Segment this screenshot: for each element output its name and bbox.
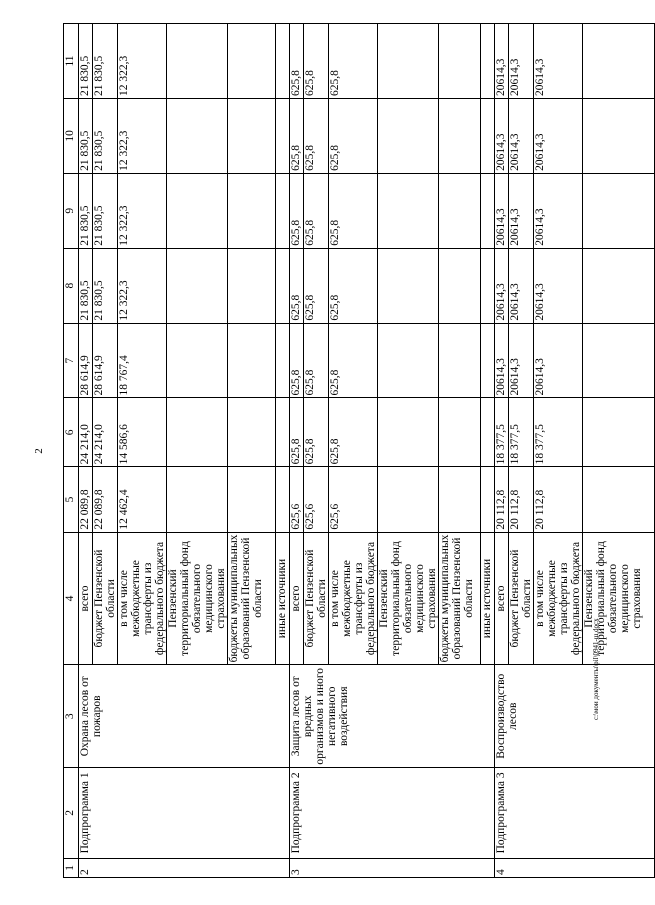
- subprogram-name-cell: Подпрограмма 1: [79, 768, 290, 859]
- value-cell: [378, 24, 439, 99]
- value-cell: 625,8: [329, 24, 378, 99]
- value-cell: [439, 398, 481, 467]
- value-cell: [439, 323, 481, 398]
- value-cell: 625,8: [290, 24, 304, 99]
- value-cell: 28 614,9: [93, 323, 118, 398]
- value-cell: 12 322,3: [118, 24, 167, 99]
- value-cell: 24 214,0: [79, 398, 93, 467]
- value-cell: 625,8: [290, 248, 304, 323]
- column-header-7: 7: [64, 323, 79, 398]
- value-cell: 20614,3: [534, 323, 583, 398]
- value-cell: [583, 398, 655, 467]
- value-cell: 21 830,5: [93, 98, 118, 173]
- funding-source-cell: иные источники: [276, 532, 290, 665]
- column-header-5: 5: [64, 467, 79, 532]
- funding-source-cell: бюджет Пензенской области: [509, 532, 534, 665]
- funding-source-cell: бюджеты муниципальных образований Пензенской области: [228, 532, 276, 665]
- value-cell: 21 830,5: [79, 173, 93, 248]
- value-cell: 625,8: [329, 98, 378, 173]
- subprogram-name-cell: Подпрограмма 2: [290, 768, 495, 859]
- value-cell: [378, 173, 439, 248]
- value-cell: 625,8: [290, 398, 304, 467]
- value-cell: 24 214,0: [93, 398, 118, 467]
- funding-source-cell: всего: [495, 532, 509, 665]
- value-cell: 18 377,5: [534, 398, 583, 467]
- table-row: [79, 24, 93, 878]
- value-cell: [228, 248, 276, 323]
- value-cell: 625,8: [329, 398, 378, 467]
- funding-source-cell: всего: [79, 532, 93, 665]
- value-cell: [167, 467, 228, 532]
- value-cell: 21 830,5: [79, 248, 93, 323]
- value-cell: [481, 173, 495, 248]
- column-header-4: 4: [64, 532, 79, 665]
- subprogram-title-cell: Защита лесов от вредных организмов и иного негативного воздействия: [290, 665, 495, 768]
- value-cell: [228, 398, 276, 467]
- column-header-2: 2: [64, 768, 79, 859]
- column-header-10: 10: [64, 98, 79, 173]
- value-cell: 20614,3: [534, 24, 583, 99]
- page-number: 2: [32, 448, 45, 454]
- value-cell: [276, 467, 290, 532]
- value-cell: 20614,3: [495, 24, 509, 99]
- funding-source-cell: Пензенский территориальный фонд обязательного медицинского страхования: [583, 532, 655, 665]
- value-cell: 14 586,6: [118, 398, 167, 467]
- value-cell: 18 767,4: [118, 323, 167, 398]
- value-cell: [276, 398, 290, 467]
- subprogram-name-cell: Подпрограмма 3: [495, 768, 655, 859]
- value-cell: [378, 398, 439, 467]
- value-cell: 625,8: [290, 98, 304, 173]
- value-cell: [228, 98, 276, 173]
- subprogram-title-cell: Охрана лесов от пожаров: [79, 665, 290, 768]
- value-cell: [583, 248, 655, 323]
- funding-source-cell: бюджет Пензенской области: [93, 532, 118, 665]
- row-number-cell: 4: [495, 858, 655, 877]
- value-cell: 20614,3: [509, 323, 534, 398]
- value-cell: 20614,3: [495, 173, 509, 248]
- program-funding-table: [63, 23, 655, 878]
- value-cell: [228, 24, 276, 99]
- value-cell: 20614,3: [495, 98, 509, 173]
- value-cell: 21 830,5: [79, 24, 93, 99]
- funding-source-cell: бюджеты муниципальных образований Пензенской области: [439, 532, 481, 665]
- funding-source-cell: Пензенский территориальный фонд обязательного медицинского страхования: [378, 532, 439, 665]
- value-cell: 625,8: [304, 248, 329, 323]
- value-cell: 28 614,9: [79, 323, 93, 398]
- value-cell: 21 830,5: [93, 24, 118, 99]
- value-cell: 12 462,4: [118, 467, 167, 532]
- value-cell: 12 322,3: [118, 248, 167, 323]
- subprogram-title-cell: Воспроизводство лесов: [495, 665, 655, 768]
- value-cell: [481, 98, 495, 173]
- funding-source-cell: в том числе межбюджетные трансферты из федерального бюджета: [534, 532, 583, 665]
- column-header-6: 6: [64, 398, 79, 467]
- value-cell: [228, 323, 276, 398]
- value-cell: 20614,3: [509, 248, 534, 323]
- value-cell: [481, 398, 495, 467]
- value-cell: [583, 98, 655, 173]
- value-cell: 625,8: [329, 173, 378, 248]
- value-cell: 625,6: [304, 467, 329, 532]
- value-cell: 18 377,5: [509, 398, 534, 467]
- value-cell: 20 112,8: [495, 467, 509, 532]
- funding-source-cell: в том числе межбюджетные трансферты из федерального бюджета: [118, 532, 167, 665]
- value-cell: [276, 248, 290, 323]
- value-cell: 625,6: [290, 467, 304, 532]
- file-path-footer: c:\мои документы\pil\0941-ш.docx: [592, 618, 600, 720]
- funding-source-cell: Пензенский территориальный фонд обязательного медицинского страхования: [167, 532, 228, 665]
- value-cell: [378, 467, 439, 532]
- value-cell: 625,8: [290, 323, 304, 398]
- value-cell: [228, 467, 276, 532]
- value-cell: [228, 173, 276, 248]
- value-cell: 625,8: [329, 323, 378, 398]
- value-cell: [583, 24, 655, 99]
- row-number-cell: 3: [290, 858, 495, 877]
- funding-source-cell: бюджет Пензенской области: [304, 532, 329, 665]
- value-cell: [378, 248, 439, 323]
- value-cell: 625,8: [304, 98, 329, 173]
- value-cell: 625,8: [290, 173, 304, 248]
- value-cell: 12 322,3: [118, 173, 167, 248]
- value-cell: 625,8: [304, 173, 329, 248]
- column-header-1: 1: [64, 858, 79, 877]
- value-cell: [167, 98, 228, 173]
- value-cell: [481, 467, 495, 532]
- value-cell: [481, 323, 495, 398]
- value-cell: [167, 323, 228, 398]
- value-cell: 625,8: [304, 24, 329, 99]
- value-cell: [167, 248, 228, 323]
- value-cell: [439, 24, 481, 99]
- value-cell: 20614,3: [534, 98, 583, 173]
- value-cell: 20614,3: [534, 173, 583, 248]
- value-cell: [439, 248, 481, 323]
- value-cell: 20614,3: [509, 173, 534, 248]
- value-cell: 21 830,5: [93, 173, 118, 248]
- column-number-header: [64, 24, 79, 878]
- funding-source-cell: всего: [290, 532, 304, 665]
- value-cell: 12 322,3: [118, 98, 167, 173]
- value-cell: [167, 398, 228, 467]
- value-cell: [439, 173, 481, 248]
- row-number-cell: 2: [79, 858, 290, 877]
- value-cell: [439, 467, 481, 532]
- value-cell: 20614,3: [509, 24, 534, 99]
- rotated-table-container: [63, 23, 643, 878]
- value-cell: 20 112,8: [534, 467, 583, 532]
- table-row: [290, 24, 304, 878]
- value-cell: [276, 24, 290, 99]
- value-cell: [378, 98, 439, 173]
- value-cell: 20614,3: [495, 248, 509, 323]
- value-cell: 20 112,8: [509, 467, 534, 532]
- column-header-3: 3: [64, 665, 79, 768]
- value-cell: [276, 173, 290, 248]
- funding-source-cell: в том числе межбюджетные трансферты из федерального бюджета: [329, 532, 378, 665]
- column-header-8: 8: [64, 248, 79, 323]
- value-cell: [583, 323, 655, 398]
- value-cell: [481, 248, 495, 323]
- value-cell: 21 830,5: [79, 98, 93, 173]
- funding-source-cell: иные источники: [481, 532, 495, 665]
- value-cell: [378, 323, 439, 398]
- value-cell: [439, 98, 481, 173]
- value-cell: 625,8: [304, 398, 329, 467]
- value-cell: 20614,3: [534, 248, 583, 323]
- value-cell: 625,6: [329, 467, 378, 532]
- value-cell: 20614,3: [509, 98, 534, 173]
- column-header-11: 11: [64, 24, 79, 99]
- value-cell: [167, 24, 228, 99]
- value-cell: 22 089,8: [93, 467, 118, 532]
- value-cell: 21 830,5: [93, 248, 118, 323]
- value-cell: [583, 173, 655, 248]
- value-cell: 18 377,5: [495, 398, 509, 467]
- value-cell: [583, 467, 655, 532]
- value-cell: [276, 98, 290, 173]
- value-cell: 22 089,8: [79, 467, 93, 532]
- table-row: [495, 24, 509, 878]
- value-cell: [481, 24, 495, 99]
- column-header-9: 9: [64, 173, 79, 248]
- value-cell: 20614,3: [495, 323, 509, 398]
- value-cell: 625,8: [329, 248, 378, 323]
- value-cell: [276, 323, 290, 398]
- value-cell: 625,8: [304, 323, 329, 398]
- value-cell: [167, 173, 228, 248]
- table-body: [79, 24, 655, 878]
